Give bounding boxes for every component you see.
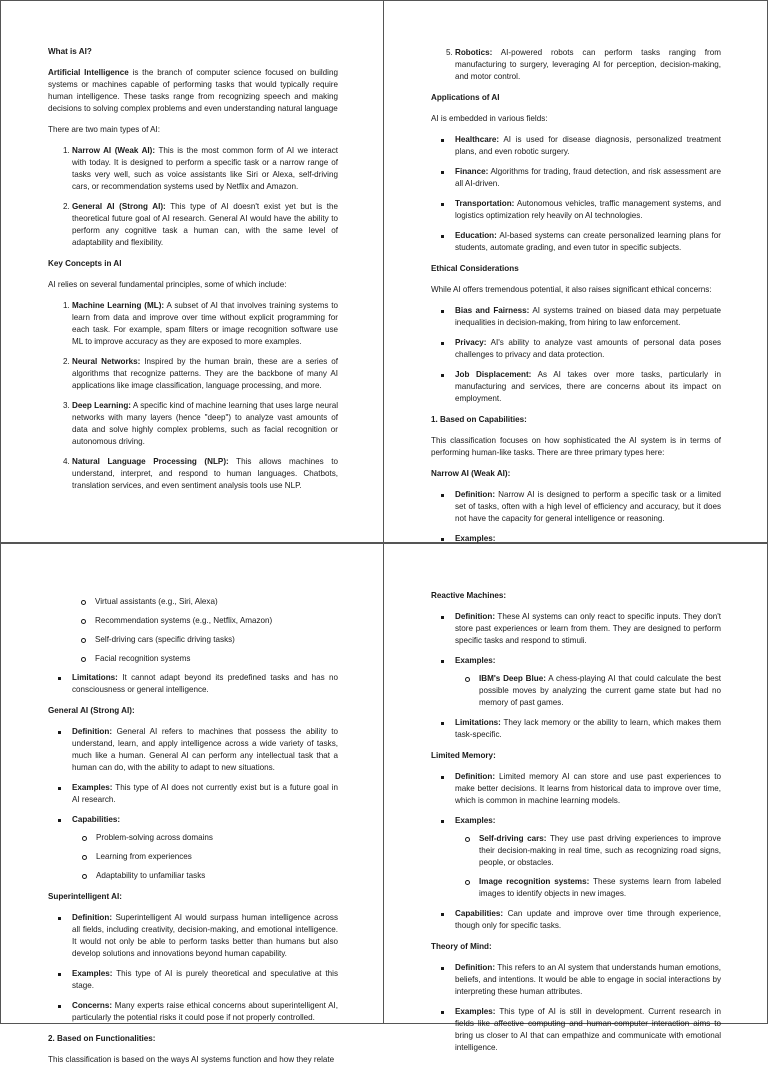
super-ai-list [48,912,338,1024]
list-item: Examples: [455,533,721,545]
list-item: Privacy: AI's ability to analyze vast amounts of personal data poses challenges to privacy and data protection. [455,338,721,359]
reactive-examples-sublist [455,673,721,709]
heading-capabilities: 1. Based on Capabilities: [431,415,527,424]
list-item: Examples: This type of AI is purely theoretical and speculative at this stage. [72,969,338,990]
list-item: Education: AI-based systems can create personalized learning plans for students, automate grading, and even tutor in specific subjects. [455,231,721,252]
heading-general-ai: General AI (Strong AI): [48,706,135,715]
heading-narrow-ai: Narrow AI (Weak AI): [431,469,511,478]
page-1 [0,0,385,543]
list-item: Self-driving cars: They use past driving experiences to improve their decision-making in real time, such as recognizing road signs, people, or obstacles. [479,834,721,867]
page-4 [383,543,768,1052]
applications-intro: AI is embedded in various fields: [431,114,548,123]
key-concepts-list-continued [431,47,721,83]
list-item: Adaptability to unfamiliar tasks [96,870,338,882]
list-item: Bias and Fairness: AI systems trained on biased data may perpetuate inequalities in decision-making, from hiring to law enforcement. [455,306,721,327]
list-item: Capabilities: Problem-solving across domains Learning from experiences Adaptability to unfamiliar tasks [72,814,338,882]
list-item: Learning from experiences [96,851,338,863]
list-item: Concerns: Many experts raise ethical concerns about superintelligent AI, particularly the potential risks it could pose if not properly controlled. [72,1001,338,1022]
heading-what-is-ai: What is AI? [48,47,92,56]
intro-paragraph: Artificial Intelligence is the branch of computer science focused on building systems or machines capable of performing tasks that would typically require human intelligence. These tasks range from recognizing speech and making decisions to solving complex problems and even understanding natural language [48,68,338,113]
capabilities-intro: This classification focuses on how sophisticated the AI system is in terms of performing human-like tasks. There are three primary types here: [431,436,721,457]
list-item: Job Displacement: As AI takes over more tasks, particularly in manufacturing and services, there are concerns about its impact on employment. [455,370,722,403]
list-item: Image recognition systems: These systems learn from labeled images to identify objects in new images. [479,877,721,898]
list-item: Capabilities: Can update and improve over time through experience, though only for specific tasks. [455,909,721,930]
list-item: IBM's Deep Blue: A chess-playing AI that could calculate the best possible moves by analyzing the current game state but had no memory of past games. [479,674,721,707]
ethics-intro: While AI offers tremendous potential, it also raises significant ethical concerns: [431,285,712,294]
heading-superintelligent-ai: Superintelligent AI: [48,892,122,901]
key-concepts-list [48,300,338,492]
list-item: Virtual assistants (e.g., Siri, Alexa) [95,596,338,608]
list-item: Limitations: It cannot adapt beyond its predefined tasks and has no consciousness or general intelligence. [72,673,338,694]
heading-theory-of-mind: Theory of Mind: [431,942,492,951]
page-2 [383,0,768,543]
heading-ethical: Ethical Considerations [431,264,519,273]
ethics-list [431,305,721,405]
heading-functionalities: 2. Based on Functionalities: [48,1034,156,1043]
list-item: Examples: IBM's Deep Blue: A chess-playing AI that could calculate the best possible moves by analyzing the current game state but had no memory of past games. [455,656,721,707]
theory-of-mind-list [431,962,721,1054]
limited-examples-sublist [455,833,721,900]
list-item: 2. General AI (Strong AI): This type of AI doesn't exist yet but is the theoretical future goal of AI research. General AI would have the ability to perform any cognitive task a human can, with the same level of adaptability and flexibility. [72,201,338,249]
list-item: Recommendation systems (e.g., Netflix, Amazon) [95,615,338,627]
limited-memory-list [431,771,721,932]
heading-applications: Applications of AI [431,93,500,102]
list-item: 3. Deep Learning: A specific kind of machine learning that uses large neural networks with many layers (hence "deep") to analyze vast amounts of data and solve highly complex problems, such as facial recognition or autonomous driving. [72,400,338,448]
page-3 [0,543,385,1064]
narrow-ai-list [431,489,721,545]
list-item: Limitations: They lack memory or the ability to learn, which makes them task-specific. [455,718,721,739]
reactive-list [431,611,721,741]
capabilities-sublist [72,832,338,882]
types-intro: There are two main types of AI: [48,125,161,134]
list-item: 1. Narrow AI (Weak AI): This is the most common form of AI we interact with today. It is designed to perform a specific task or a narrow range of tasks very well, such as voice assistants like Siri or Alexa, self-driving cars, or recommendation systems used by Netflix and Amazon. [72,145,338,193]
list-item: Definition: Narrow AI is designed to perform a specific task or a limited set of tasks, often with a high level of efficiency and accuracy, but it does not have the capacity for general intelligence or reasoning. [455,490,721,523]
general-ai-list [48,726,338,882]
list-item: Problem-solving across domains [96,832,338,844]
list-item: Definition: Limited memory AI can store and use past experiences to make better decisions. It learns from historical data to improve over time, which is common in machine learning models. [455,772,721,805]
list-item: Definition: This refers to an AI system that understands human emotions, beliefs, and intentions. It would be able to engage in social interactions by interpreting these human attributes. [455,963,721,996]
concepts-intro: AI relies on several fundamental principles, some of which include: [48,280,287,289]
functionalities-intro: This classification is based on the ways AI systems function and how they relate [48,1055,335,1064]
ai-types-list [48,145,338,249]
list-item: Examples: Self-driving cars: They use past driving experiences to improve their decision-making in real time, such as recognizing road signs, people, or obstacles. Image recognition systems: These systems learn from labeled images to identify objects in new images. [455,816,721,898]
list-item: Examples: This type of AI does not currently exist but is a future goal in AI research. [72,783,338,804]
narrow-limitations-list [48,672,338,696]
list-item: Finance: Algorithms for trading, fraud detection, and risk assessment are all AI-driven. [455,167,721,188]
list-item: Healthcare: AI is used for disease diagnosis, personalized treatment plans, and even robotic surgery. [455,135,721,156]
list-item: 4. Natural Language Processing (NLP): This allows machines to understand, interpret, and respond to human languages. Chatbots, translation services, and even sentiment analysis tools use NLP. [72,456,338,492]
heading-key-concepts: Key Concepts in AI [48,259,122,268]
list-item: Definition: These AI systems can only react to specific inputs. They don't store past experiences or learn from them. They are designed to perform specific tasks and respond to stimuli. [455,612,721,645]
heading-reactive-machines: Reactive Machines: [431,591,507,600]
list-item: 1. Machine Learning (ML): A subset of AI that involves training systems to learn from data and improve over time without explicit programming for each task. For example, spam filters or image recognition software use ML to improve accuracy as they are exposed to more examples. [72,300,338,348]
narrow-examples-list [48,596,338,665]
list-item: Self-driving cars (specific driving tasks) [95,634,338,646]
list-item: Facial recognition systems [95,653,338,665]
list-item: Transportation: Autonomous vehicles, traffic management systems, and logistics optimization rely heavily on AI technologies. [455,199,721,220]
list-item: Definition: Superintelligent AI would surpass human intelligence across all fields, including creativity, decision-making, and emotional intelligence. It would not only be able to perform tasks better than humans but also develop solutions and innovations beyond human capability. [72,913,338,958]
heading-limited-memory: Limited Memory: [431,751,496,760]
applications-list [431,134,721,254]
list-item: 2. Neural Networks: Inspired by the human brain, these are a series of algorithms that recognize patterns. They are the backbone of many AI applications like image classification, language processing, and more. [72,356,338,392]
list-item: 5. Robotics: AI-powered robots can perform tasks ranging from manufacturing to surgery, leveraging AI for perception, decision-making, and motor control. [455,47,721,83]
list-item: Definition: General AI refers to machines that possess the ability to understand, learn, and apply intelligence across a wide variety of tasks, much like a human. General AI can perform any intellectual task that a human can do, with the ability to adapt to new situations. [72,727,338,772]
list-item: Examples: This type of AI is still in development. Current research in fields like affective computing and human-computer interaction aims to bring us closer to AI that can empathize and communicate with emotional intelligence. [455,1007,721,1052]
